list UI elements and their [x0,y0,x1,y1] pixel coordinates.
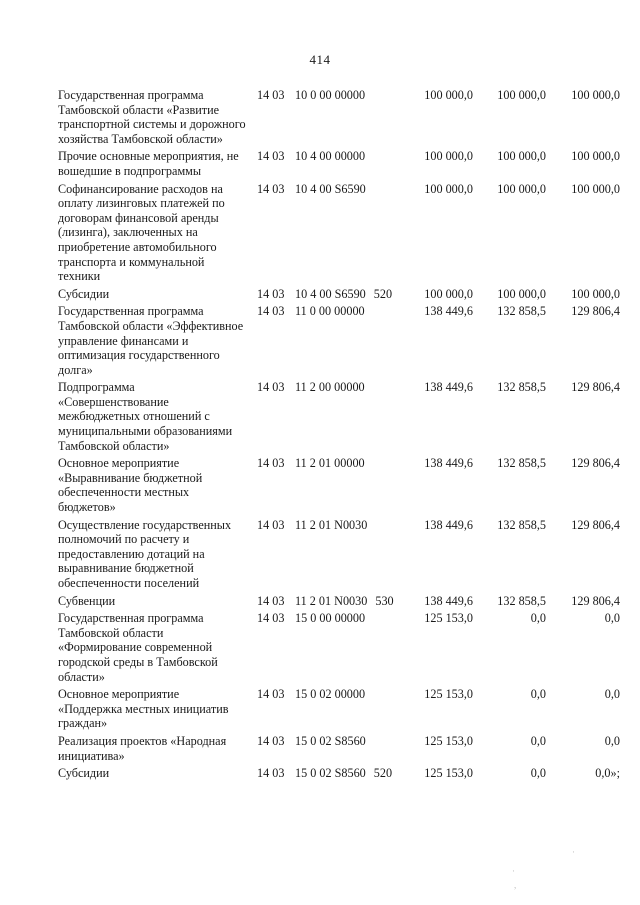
row-code [257,766,392,781]
amount-year-2: 0,0 [530,766,546,781]
budget-table [58,88,628,784]
target-code: 10 4 00 S6590 [295,286,366,301]
section-code: 14 03 [257,766,285,781]
table-row [58,182,628,284]
amount-year-3: 129 806,4 [571,517,620,532]
row-code [257,149,373,164]
row-code [257,182,374,197]
table-row [58,766,628,781]
section-code: 14 03 [257,304,285,319]
section-code: 14 03 [257,88,285,102]
expense-type-code: 520 [373,286,393,301]
table-row [58,149,628,178]
target-code: 11 2 00 00000 [295,380,365,395]
amount-year-1: 125 153,0 [424,611,473,626]
row-name: Основное мероприятие «Поддержка местных инициатив граждан» [58,687,229,731]
row-code [257,594,394,609]
row-code [257,380,373,395]
target-code: 15 0 02 S8560 [295,733,366,748]
amount-year-1: 100 000,0 [424,88,473,102]
amount-year-2: 100 000,0 [497,88,546,102]
section-code: 14 03 [257,593,285,608]
amount-year-1: 138 449,6 [424,380,473,395]
row-code [257,611,373,626]
target-code: 15 0 02 00000 [295,687,366,702]
target-code: 15 0 02 S8560 [295,766,366,781]
row-name: Государственная программа Тамбовской области «Эффективное управление финансами и оптимизация государственного долга» [58,304,244,377]
target-code: 11 2 01 N0030 [295,517,368,532]
row-name: Прочие основные мероприятия, не вошедшие в подпрограммы [58,149,239,178]
table-row [58,594,628,609]
row-name: Субвенции [58,593,116,608]
section-code: 14 03 [257,611,285,626]
amount-year-3: 0,0»; [595,766,620,781]
table-row [58,88,628,146]
target-code: 11 2 01 N0030 [295,593,368,608]
amount-year-1: 100 000,0 [424,149,473,164]
amount-year-3: 100 000,0 [571,181,620,196]
section-code: 14 03 [257,149,285,164]
section-code: 14 03 [257,517,285,532]
amount-year-3: 129 806,4 [571,304,620,319]
amount-year-1: 138 449,6 [424,304,473,319]
amount-year-3: 100 000,0 [571,88,620,102]
amount-year-2: 132 858,5 [497,517,546,532]
row-name: Государственная программа Тамбовской области «Развитие транспортной системы и дорожного хозяйства Тамбовской области» [58,88,246,146]
amount-year-2: 0,0 [530,687,546,702]
amount-year-2: 0,0 [530,611,546,626]
amount-year-1: 125 153,0 [424,733,473,748]
amount-year-1: 100 000,0 [424,181,473,196]
table-row [58,380,628,453]
amount-year-1: 138 449,6 [424,456,473,471]
amount-year-3: 0,0 [604,611,620,626]
amount-year-2: 100 000,0 [497,181,546,196]
target-code: 10 4 00 S6590 [295,181,366,196]
row-name: Осуществление государственных полномочий по расчету и предоставлению дотаций на выравнивание бюджетной обеспеченности поселений [58,517,232,590]
amount-year-1: 138 449,6 [424,593,473,608]
amount-year-3: 129 806,4 [571,456,620,471]
section-code: 14 03 [257,181,285,196]
table-row [58,518,628,591]
row-code [257,304,373,319]
amount-year-2: 132 858,5 [497,593,546,608]
scan-artifact: , [514,880,517,890]
row-name: Реализация проектов «Народная инициатива» [58,733,227,763]
amount-year-2: 100 000,0 [497,286,546,301]
scan-artifact: · [512,866,515,876]
amount-year-1: 138 449,6 [424,517,473,532]
target-code: 15 0 00 00000 [295,611,366,626]
row-name: Субсидии [58,286,110,301]
table-row [58,687,628,731]
amount-year-2: 132 858,5 [497,456,546,471]
row-name: Подпрограмма «Совершенствование межбюджетных отношений с муниципальными образованиями Тамбовской области» [58,380,233,453]
row-name: Государственная программа Тамбовской области «Формирование современной городской среды в Тамбовской области» [58,611,218,684]
row-code [257,88,373,103]
table-row [58,287,628,302]
target-code: 10 0 00 00000 [295,88,366,102]
table-row [58,456,628,514]
amount-year-1: 100 000,0 [424,286,473,301]
amount-year-2: 0,0 [530,733,546,748]
amount-year-2: 132 858,5 [497,304,546,319]
table-row [58,734,628,763]
scan-artifact: · [572,847,575,857]
amount-year-3: 129 806,4 [571,380,620,395]
target-code: 11 0 00 00000 [295,304,365,319]
row-code [257,456,373,471]
target-code: 11 2 01 00000 [295,456,365,471]
amount-year-3: 0,0 [604,687,620,702]
page-number: 414 [309,52,331,67]
amount-year-3: 0,0 [604,733,620,748]
amount-year-3: 129 806,4 [571,593,620,608]
row-name: Основное мероприятие «Выравнивание бюджетной обеспеченности местных бюджетов» [58,456,203,515]
table-row [58,304,628,377]
table-row [58,611,628,684]
section-code: 14 03 [257,380,285,395]
amount-year-1: 125 153,0 [424,687,473,702]
amount-year-2: 132 858,5 [497,380,546,395]
section-code: 14 03 [257,456,285,471]
amount-year-2: 100 000,0 [497,149,546,164]
row-name: Субсидии [58,766,110,781]
row-name: Софинансирование расходов на оплату лизинговых платежей по договорам финансовой аренды (лизинга), заключенных на приобретение автомобильного транспорта и коммунальной техники [58,181,225,284]
section-code: 14 03 [257,733,285,748]
row-code [257,287,392,302]
amount-year-1: 125 153,0 [424,766,473,781]
expense-type-code: 520 [373,766,393,781]
target-code: 10 4 00 00000 [295,149,366,164]
section-code: 14 03 [257,286,285,301]
row-code [257,518,375,533]
expense-type-code: 530 [375,593,394,608]
row-code [257,734,374,749]
section-code: 14 03 [257,687,285,702]
amount-year-3: 100 000,0 [571,149,620,164]
row-code [257,687,373,702]
amount-year-3: 100 000,0 [571,286,620,301]
